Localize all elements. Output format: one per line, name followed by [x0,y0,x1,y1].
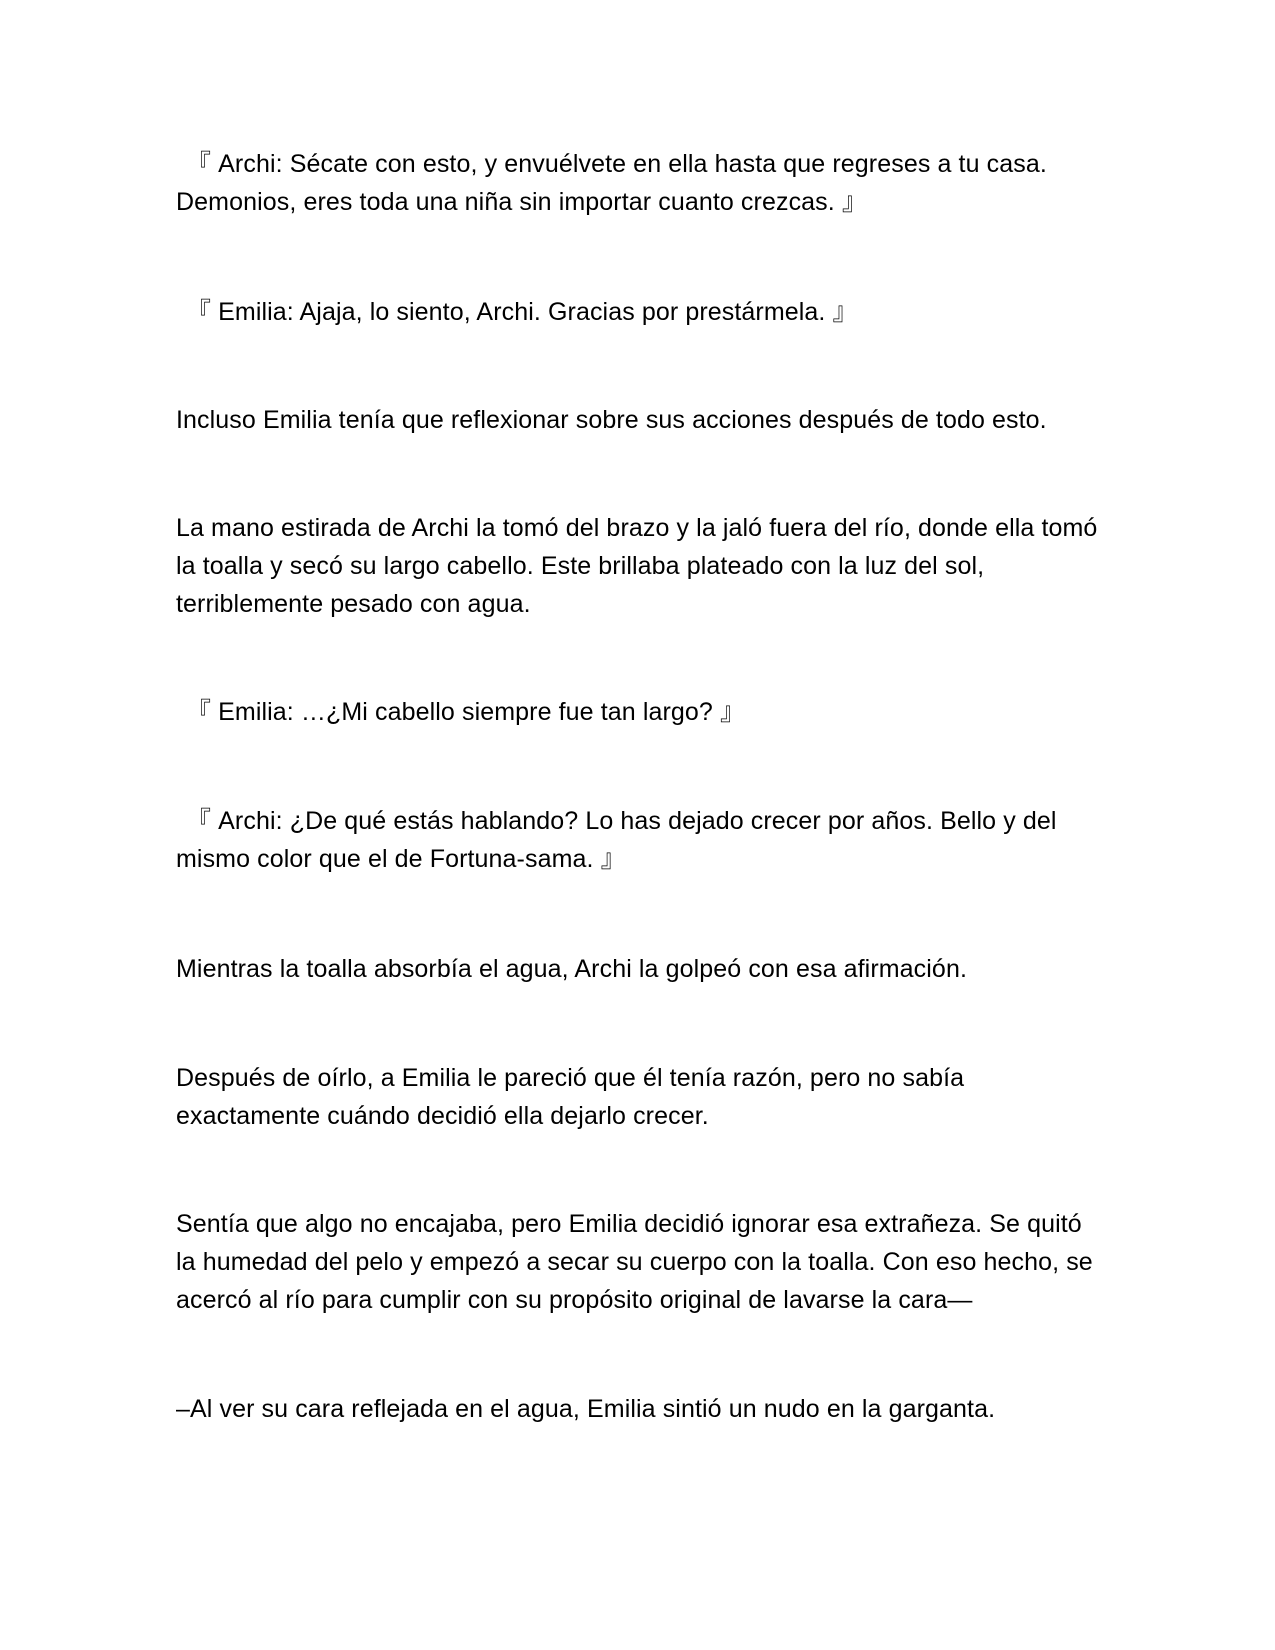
narration-uncertainty: Después de oírlo, a Emilia le pareció que él tenía razón, pero no sabía exactamente cuándo decidió ella dejarlo crecer. [176,1064,965,1130]
narration-affirmation: Mientras la toalla absorbía el agua, Archi la golpeó con esa afirmación. [176,955,967,983]
narration-reflection-water: –Al ver su cara reflejada en el agua, Emilia sintió un nudo en la garganta. [176,1395,996,1423]
dialogue-emilia-hair-question: 『 Emilia: …¿Mi cabello siempre fue tan largo? 』 [186,698,746,726]
narration-hair-drying: La mano estirada de Archi la tomó del brazo y la jaló fuera del río, donde ella tomó la toalla y secó su largo cabello. Este brillaba plateado con la luz del sol, terriblemente pesado con agua. [176,514,1098,618]
document-body [176,145,1106,1428]
dialogue-emilia-thanks: 『 Emilia: Ajaja, lo siento, Archi. Gracias por prestármela. 』 [186,298,858,326]
narration-reflect: Incluso Emilia tenía que reflexionar sobre sus acciones después de todo esto. [176,406,1047,434]
narration-strangeness: Sentía que algo no encajaba, pero Emilia decidió ignorar esa extrañeza. Se quitó la humedad del pelo y empezó a secar su cuerpo con la toalla. Con eso hecho, se acercó al río para cumplir con su propósito original de lavarse la cara— [176,1210,1093,1314]
dialogue-archi-hair-answer: 『 Archi: ¿De qué estás hablando? Lo has dejado crecer por años. Bello y del mismo color que el de Fortuna-sama. 』 [176,807,1057,873]
dialogue-archi-towel: 『 Archi: Sécate con esto, y envuélvete en ella hasta que regreses a tu casa. Demonios, eres toda una niña sin importar cuanto crezcas. 』 [176,150,1047,216]
